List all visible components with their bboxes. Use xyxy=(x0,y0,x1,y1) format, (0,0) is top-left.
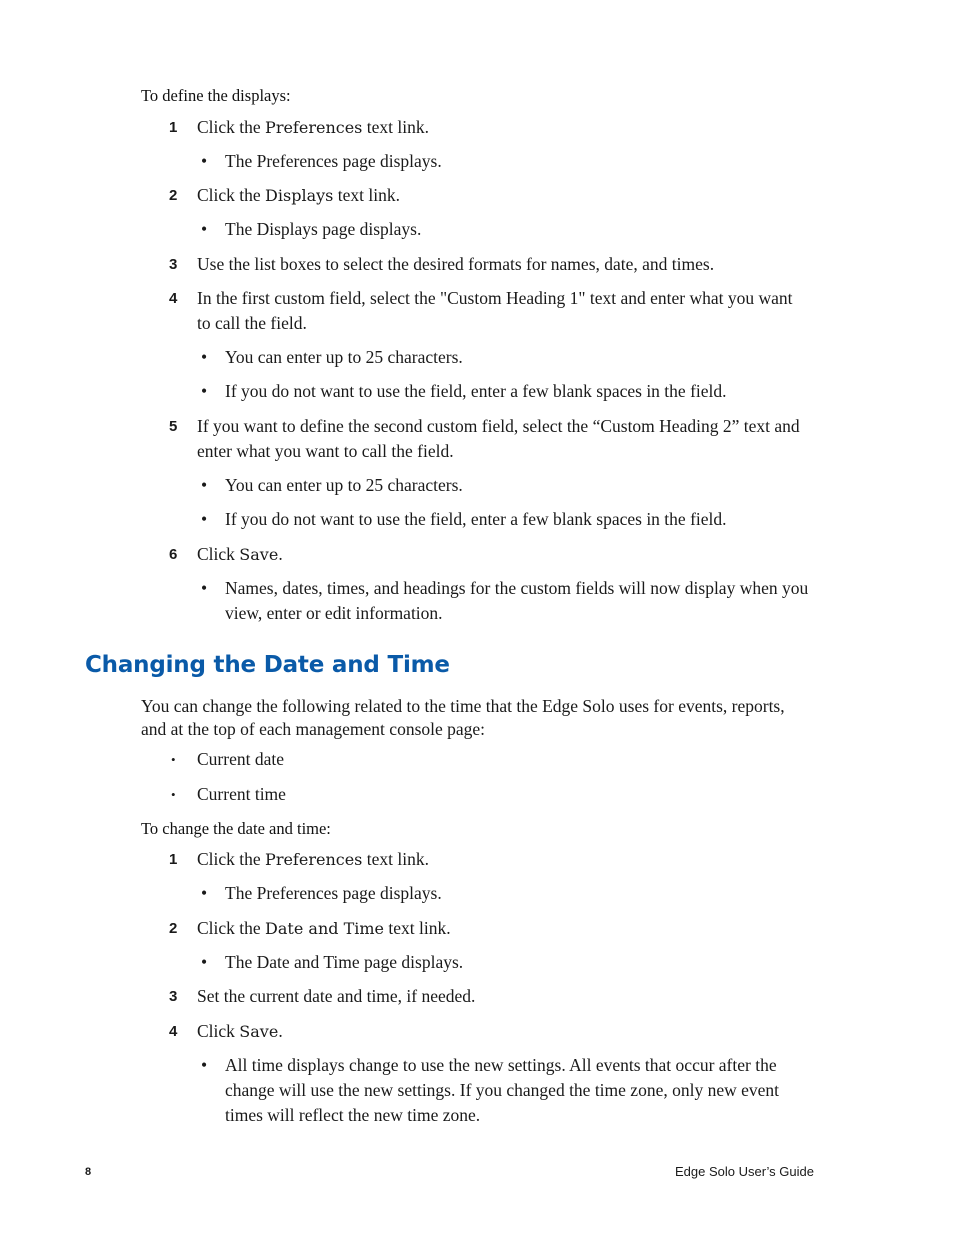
ui-term: Save xyxy=(239,1022,279,1041)
step-text-post: text link. xyxy=(362,849,429,869)
bullet-mark: • xyxy=(201,1055,208,1075)
procedure-heading: To define the displays: xyxy=(141,86,291,105)
bullet-mark: • xyxy=(171,787,176,802)
step-number: 5 xyxy=(169,418,178,435)
bullet-mark: • xyxy=(201,151,208,171)
step xyxy=(169,183,809,208)
bullet-text: The Date and Time page displays. xyxy=(225,952,464,972)
step xyxy=(169,916,809,941)
step-text-post: text link. xyxy=(333,185,400,205)
step-text-post: text link. xyxy=(362,117,429,137)
list-item xyxy=(197,473,809,498)
step xyxy=(169,115,809,140)
bullet-text: Names, dates, times, and headings for the custom fields will now display when you view, enter or edit information. xyxy=(225,578,809,623)
step-number: 1 xyxy=(169,851,178,868)
bullet-mark: • xyxy=(201,578,208,598)
bullet-text: The Displays page displays. xyxy=(225,219,422,239)
list-item xyxy=(197,217,809,242)
page-number: 8 xyxy=(85,1166,92,1178)
step-number: 4 xyxy=(169,1023,178,1040)
step xyxy=(169,286,809,336)
ui-term: Preferences xyxy=(265,850,363,869)
step-number: 4 xyxy=(169,290,178,307)
step-text-post: text link. xyxy=(384,918,451,938)
list-item xyxy=(197,345,809,370)
step-number: 2 xyxy=(169,187,178,204)
list-item xyxy=(197,507,809,532)
list-item xyxy=(169,747,284,772)
step-text: Use the list boxes to select the desired formats for names, date, and times. xyxy=(197,254,715,274)
bullet-text: You can enter up to 25 characters. xyxy=(225,347,463,367)
step-text: In the first custom field, select the "Custom Heading 1" text and enter what you want to call the field. xyxy=(197,288,793,333)
footer-title: Edge Solo User’s Guide xyxy=(675,1164,814,1179)
step-text: If you want to define the second custom field, select the “Custom Heading 2” text and enter what you want to call the field. xyxy=(197,416,800,461)
bullet-text: The Preferences page displays. xyxy=(225,883,442,903)
bullet-text: You can enter up to 25 characters. xyxy=(225,475,463,495)
bullet-text: The Preferences page displays. xyxy=(225,151,442,171)
bullet-mark: • xyxy=(201,883,208,903)
list-item xyxy=(197,379,809,404)
bullet-text: Current date xyxy=(197,749,284,769)
bullet-mark: • xyxy=(201,347,208,367)
step xyxy=(169,847,809,872)
bullet-mark: • xyxy=(201,381,208,401)
bullet-mark: • xyxy=(201,219,208,239)
list-item xyxy=(197,950,809,975)
step-text-pre: Click the xyxy=(197,849,266,869)
intro-paragraph: You can change the following related to the time that the Edge Solo uses for events, reports, and at the top of each management console page: xyxy=(141,696,785,739)
step-number: 2 xyxy=(169,920,178,937)
step xyxy=(169,542,809,567)
bullet-text: If you do not want to use the field, enter a few blank spaces in the field. xyxy=(225,381,727,401)
step xyxy=(169,252,809,277)
step-text-post: . xyxy=(278,1021,283,1041)
step-number: 6 xyxy=(169,546,178,563)
ui-term: Displays xyxy=(265,186,334,205)
section-heading: Changing the Date and Time xyxy=(85,652,450,678)
step-text-pre: Click the xyxy=(197,918,266,938)
step-number: 3 xyxy=(169,988,178,1005)
list-item xyxy=(169,782,286,807)
list-item xyxy=(197,1053,809,1128)
step-number: 1 xyxy=(169,119,178,136)
step-text-pre: Click xyxy=(197,1021,240,1041)
step-text-pre: Click the xyxy=(197,117,266,137)
step xyxy=(169,984,809,1009)
list-item xyxy=(197,576,809,626)
bullet-text: All time displays change to use the new settings. All events that occur after the change will use the new settings. If you changed the time zone, only new event times will reflect the new time zone. xyxy=(225,1055,780,1125)
ui-term: Preferences xyxy=(265,118,363,137)
bullet-mark: • xyxy=(201,475,208,495)
step-text: Set the current date and time, if needed. xyxy=(197,986,476,1006)
bullet-mark: • xyxy=(201,952,208,972)
bullet-text: If you do not want to use the field, enter a few blank spaces in the field. xyxy=(225,509,727,529)
step-text-pre: Click xyxy=(197,544,240,564)
step xyxy=(169,1019,809,1044)
step-text-post: . xyxy=(278,544,283,564)
step xyxy=(169,414,809,464)
ui-term: Date and Time xyxy=(265,919,384,938)
bullet-text: Current time xyxy=(197,784,286,804)
step-text-pre: Click the xyxy=(197,185,266,205)
procedure-heading: To change the date and time: xyxy=(141,819,331,838)
step-number: 3 xyxy=(169,256,178,273)
list-item xyxy=(197,149,809,174)
ui-term: Save xyxy=(239,545,279,564)
bullet-mark: • xyxy=(201,509,208,529)
list-item xyxy=(197,881,809,906)
bullet-mark: • xyxy=(171,752,176,767)
